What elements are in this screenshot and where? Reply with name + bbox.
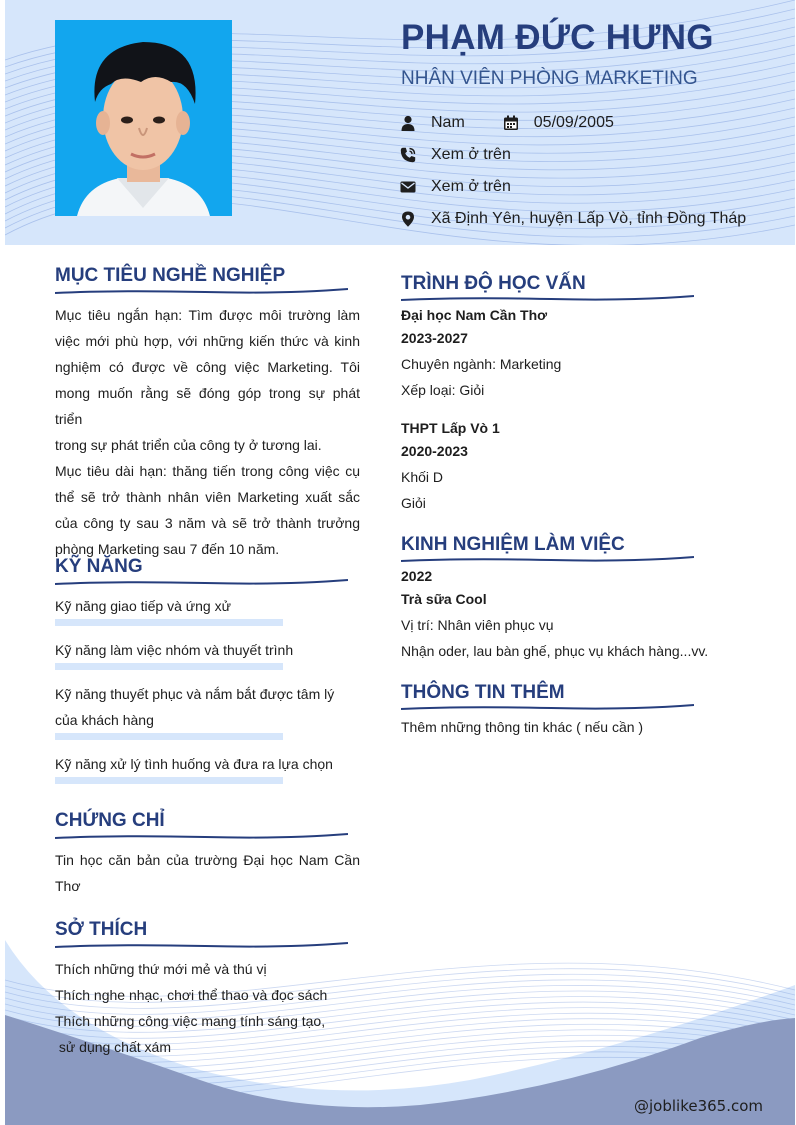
objective-line: trong sự phát triển của công ty ở tương lai. <box>55 437 322 453</box>
education-years: 2020-2023 <box>401 443 468 459</box>
skill-bar <box>55 663 283 670</box>
gender-birthday-row <box>400 112 614 134</box>
section-underline <box>55 833 348 841</box>
address-row <box>400 208 746 230</box>
objective-line: nghiệm có được về công việc Marketing. Tôi <box>55 359 360 375</box>
skill-item: Kỹ năng làm việc nhóm và thuyết trình <box>55 642 294 658</box>
skill-item-continued: của khách hàng <box>55 712 154 728</box>
section-title-education: TRÌNH ĐỘ HỌC VẤN <box>401 273 586 294</box>
calendar-icon <box>503 115 519 131</box>
education-school: THPT Lấp Vò 1 <box>401 420 500 436</box>
objective-line: Mục tiêu dài hạn: thăng tiến trong công việc cụ <box>55 463 360 479</box>
hobby-item: Thích những thứ mới mẻ và thú vị <box>55 961 267 977</box>
objective-line: mong muốn rằng sẽ đóng góp trong sự phát triển <box>55 385 360 427</box>
objective-line: của công ty sau 3 năm và sẽ trở thành trưởng <box>55 515 360 531</box>
experience-position: Vị trí: Nhân viên phục vụ <box>401 617 554 633</box>
objective-line: việc mới phù hợp, với những kiến thức và kinh <box>55 333 360 349</box>
skill-bar <box>55 733 283 740</box>
section-underline <box>401 556 694 564</box>
education-school: Đại học Nam Cần Thơ <box>401 307 548 323</box>
experience-description: Nhận oder, lau bàn ghế, phục vụ khách hàng...vv. <box>401 643 709 659</box>
section-underline <box>55 579 348 587</box>
certificate-line: Thơ <box>55 878 81 894</box>
job-title: NHÂN VIÊN PHÒNG MARKETING <box>401 68 698 89</box>
section-title-certificates: CHỨNG CHỈ <box>55 810 165 831</box>
education-grade: Xếp loại: Giỏi <box>401 382 485 398</box>
phone-value: Xem ở trên <box>431 146 511 163</box>
hobby-item: sử dụng chất xám <box>55 1039 171 1055</box>
objective-text <box>55 302 360 562</box>
section-title-hobbies: SỞ THÍCH <box>55 919 148 940</box>
education-grade: Giỏi <box>401 495 426 511</box>
envelope-icon <box>400 179 416 195</box>
skill-item: Kỹ năng xử lý tình huống và đưa ra lựa chọn <box>55 756 333 772</box>
objective-line: phòng Marketing sau 7 đến 10 năm. <box>55 541 280 557</box>
experience-year: 2022 <box>401 568 433 584</box>
certificates-text <box>55 847 360 899</box>
section-title-skills: KỸ NĂNG <box>55 556 143 577</box>
skill-bar <box>55 777 283 784</box>
objective-line: thể sẽ trở thành nhân viên Marketing xuất sắc <box>55 489 360 505</box>
additional-text: Thêm những thông tin khác ( nếu cần ) <box>401 719 644 735</box>
user-icon <box>400 115 416 131</box>
map-pin-icon <box>400 211 416 227</box>
section-underline <box>55 288 348 296</box>
section-underline <box>401 704 694 712</box>
education-major: Chuyên ngành: Marketing <box>401 356 562 372</box>
hobby-item: Thích nghe nhạc, chơi thể thao và đọc sách <box>55 987 328 1003</box>
skill-item: Kỹ năng thuyết phục và nắm bắt được tâm lý <box>55 686 335 702</box>
skill-bar <box>55 619 283 626</box>
experience-company: Trà sữa Cool <box>401 591 487 607</box>
section-title-objective: MỤC TIÊU NGHỀ NGHIỆP <box>55 265 286 286</box>
section-underline <box>401 295 694 303</box>
section-title-additional: THÔNG TIN THÊM <box>401 682 565 703</box>
email-row <box>400 176 511 198</box>
brand-watermark: @joblike365.com <box>634 1097 764 1115</box>
email-value: Xem ở trên <box>431 178 511 195</box>
profile-photo <box>55 20 232 216</box>
candidate-name: PHẠM ĐỨC HƯNG <box>401 18 714 57</box>
phone-row <box>400 144 511 166</box>
avatar-illustration <box>55 20 232 216</box>
address-value: Xã Định Yên, huyện Lấp Vò, tỉnh Đồng Tháp <box>431 210 747 227</box>
certificate-line: Tin học căn bản của trường Đại học Nam Cần <box>55 852 360 868</box>
gender-value: Nam <box>431 114 465 131</box>
section-title-experience: KINH NGHIỆM LÀM VIỆC <box>401 534 625 555</box>
birthday-value: 05/09/2005 <box>533 114 614 131</box>
hobby-item: Thích những công việc mang tính sáng tạo, <box>55 1013 326 1029</box>
phone-icon <box>400 147 416 163</box>
education-years: 2023-2027 <box>401 330 468 346</box>
skill-item: Kỹ năng giao tiếp và ứng xử <box>55 598 231 614</box>
education-block: Khối D <box>401 469 444 485</box>
objective-line: Mục tiêu ngắn hạn: Tìm được môi trường làm <box>55 307 360 323</box>
